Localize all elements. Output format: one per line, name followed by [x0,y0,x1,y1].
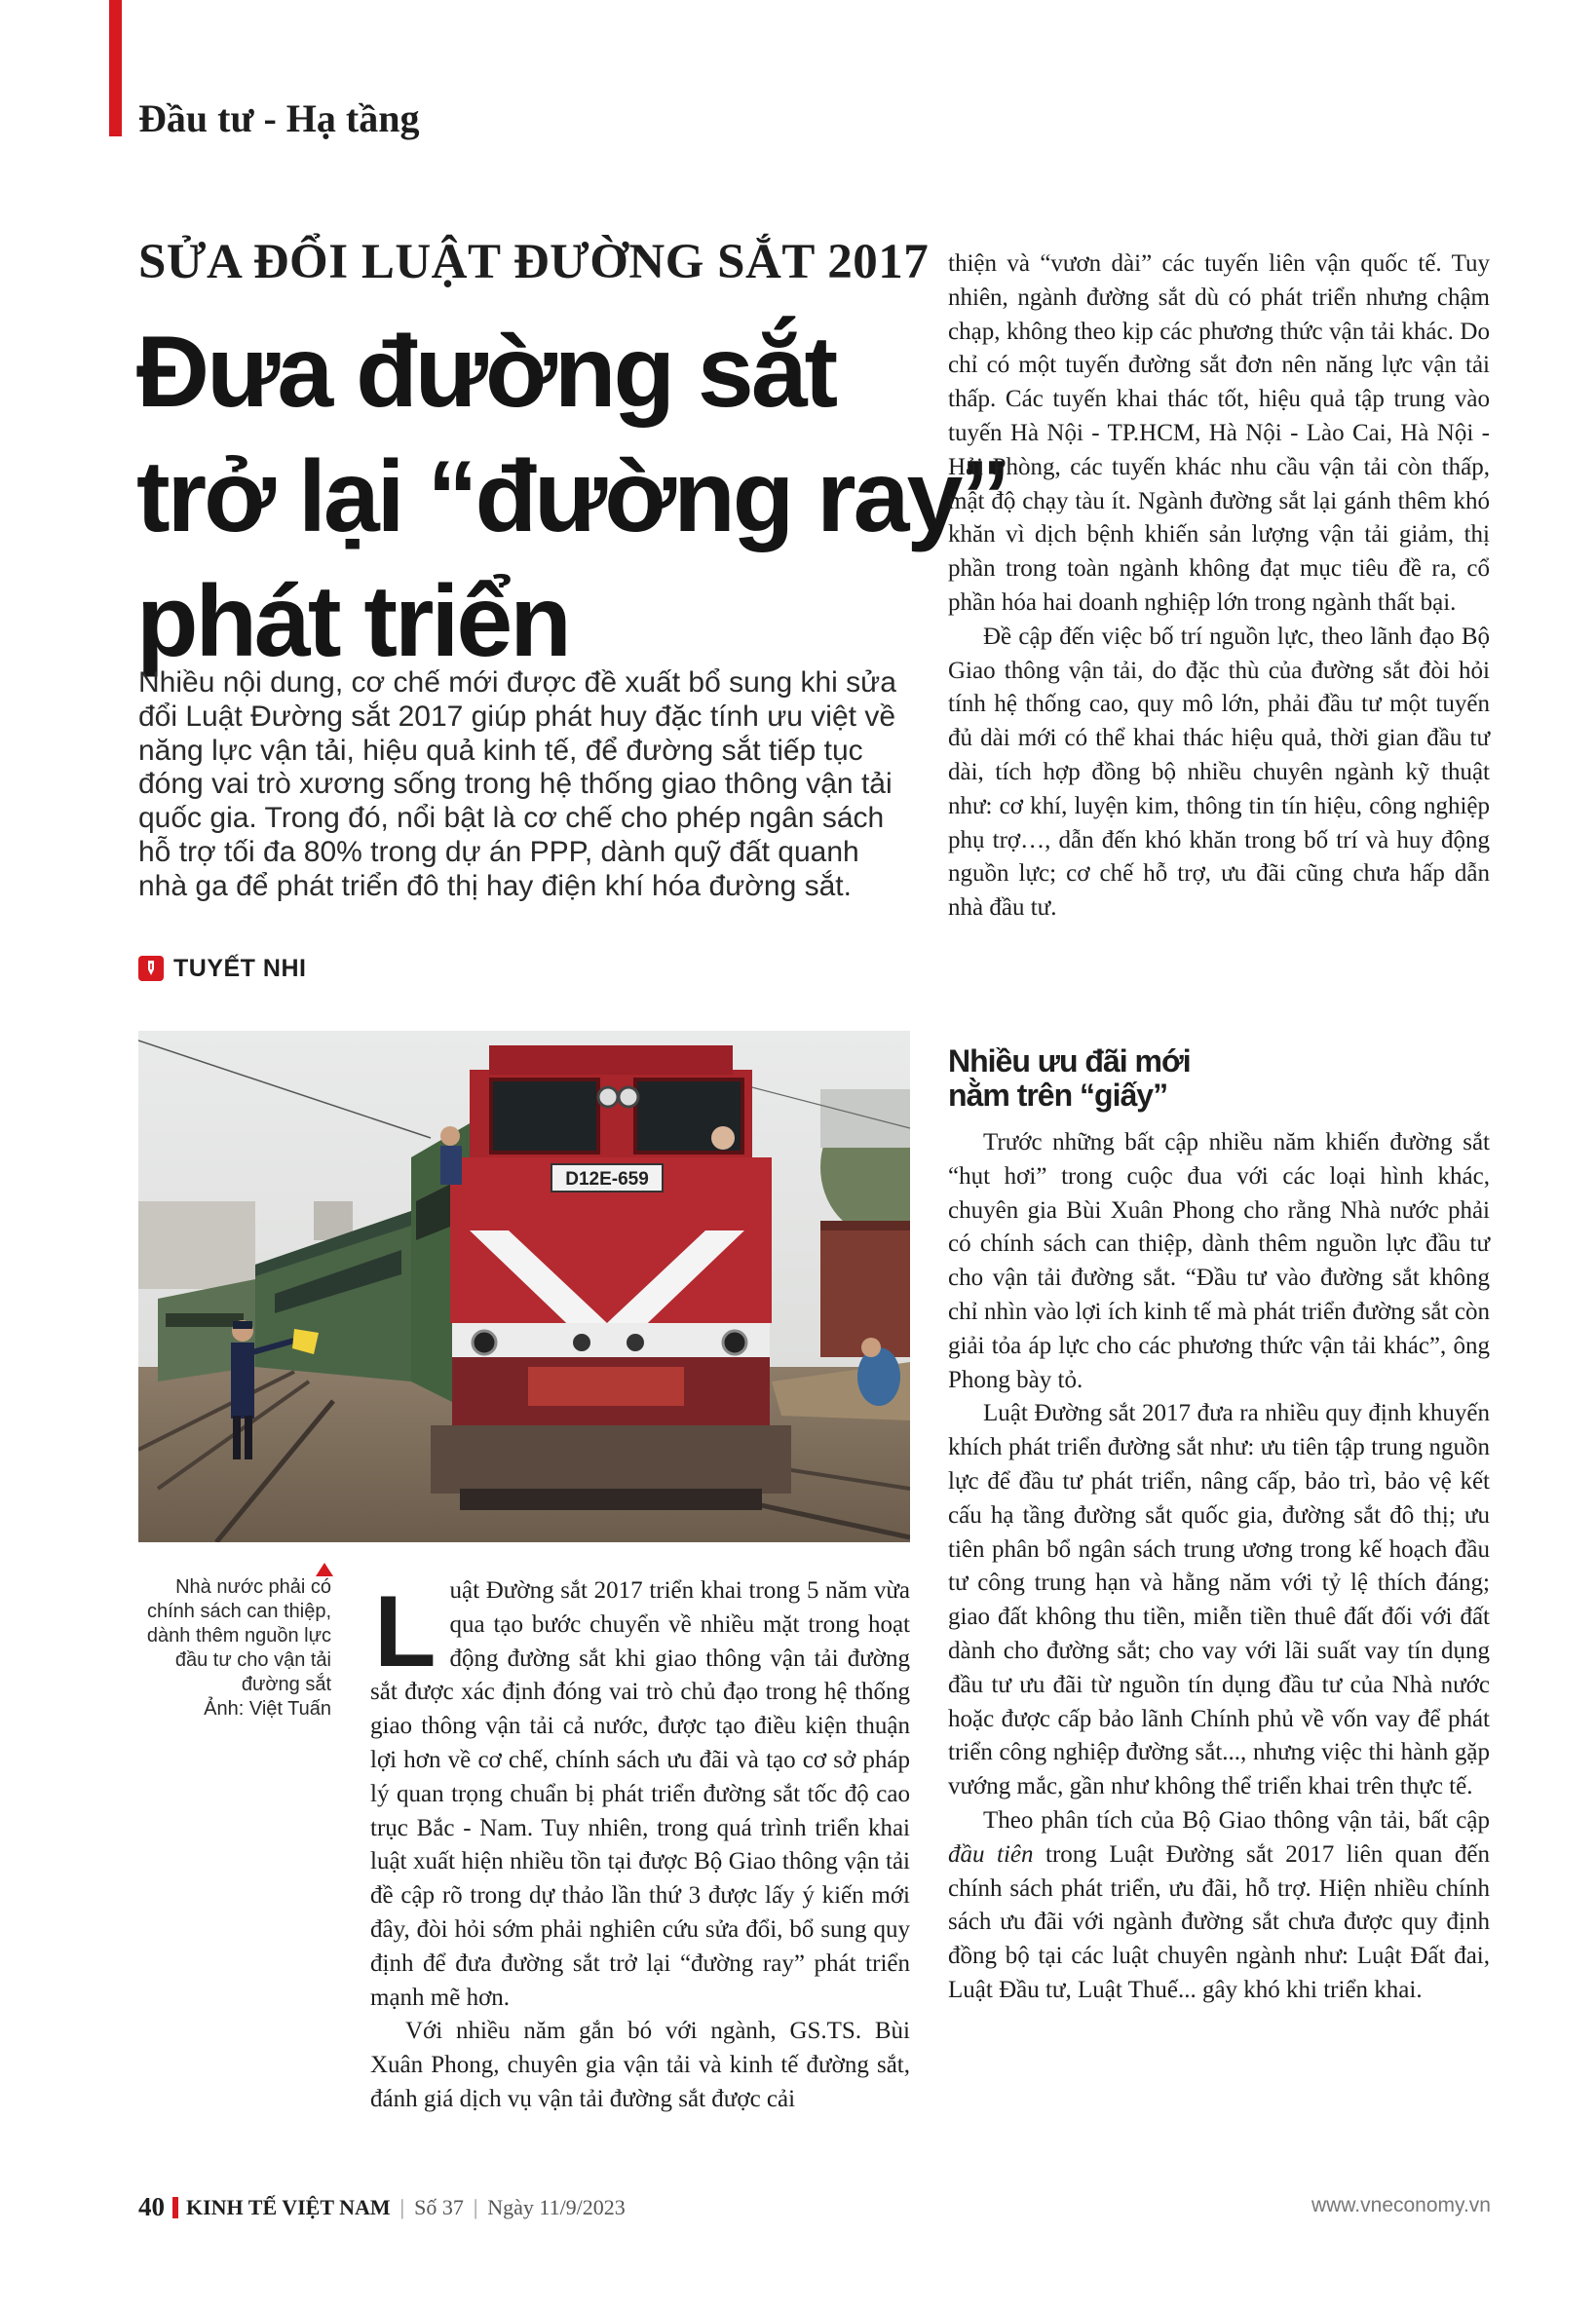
paragraph: Luật Đường sắt 2017 đưa ra nhiều quy định khuyến khích phát triển đường sắt như: ưu tiên tập trung nguồn lực để đầu tư phát triển, nâng cấp, bảo trì, bảo vệ kết cấu hạ tầng đường sắt quốc gia, đường sắt đô thị; ưu tiên phân bổ ngân sách trung ương trong kế hoạch đầu tư công trung hạn và hằng năm với tỷ lệ thích đáng; giao đất không thu tiền, miễn tiền thuê đất đối với đất dành cho đường sắt; cho vay với lãi suất vay tín dụng đầu tư ưu đãi từ nguồn tín dụng đầu tư của Nhà nước hoặc được cấp bảo lãnh Chính phủ về vốn vay để phát triển công nghiệp đường sắt..., nhưng việc thi hành gặp vướng mắc, gần như không thể triển khai trên thực tế. [948,1400,1490,1800]
title-line-2: trở lại “đường ray” [136,440,1008,553]
paragraph [948,1804,1490,2008]
section-subheading [948,1044,1490,1113]
right-column-body-bottom [948,1126,1490,2008]
title-line-3: phát triển [136,565,569,678]
dropcap-letter: L [374,1575,437,1688]
paragraph: thiện và “vươn dài” các tuyến liên vận quốc tế. Tuy nhiên, ngành đường sắt dù có phát triển nhưng chậm chạp, không theo kịp các phương thức vận tải khác. Do chỉ có một tuyến đường sắt đơn nên năng lực vận tải thấp. Các tuyến khai thác tốt, hiệu quả tập trung vào tuyến Hà Nội - TP.HCM, Hà Nội - Lào Cai, Hà Nội - Hải Phòng, các tuyến khác nhu cầu vận tải còn thấp, mật độ chạy tàu ít. Ngành đường sắt lại gánh thêm khó khăn vì dịch bệnh khiến sản lượng vận tải giảm, thị phần trong toàn ngành không đạt mục tiêu đề ra, cổ phần hóa hai doanh nghiệp lớn trong ngành thất bại. [948,250,1490,616]
caption-marker-triangle [316,1563,333,1576]
article-photo [138,1031,910,1542]
author-name: TUYẾT NHI [173,954,307,982]
magazine-name: KINH TẾ VIỆT NAM [186,2194,391,2219]
page-footer [138,2192,626,2222]
page-number: 40 [138,2192,165,2221]
emphasis-text: đầu tiên [948,1840,1034,1868]
left-column-body [370,1574,910,2117]
article-lead: Nhiều nội dung, cơ chế mới được đề xuất bổ sung khi sửa đổi Luật Đường sắt 2017 giúp phát huy đặc tính ưu việt về năng lực vận tải, hiệu quả kinh tế, để đường sắt tiếp tục đóng vai trò xương sống trong hệ thống giao thông vận tải quốc gia. Trong đó, nổi bật là cơ chế cho phép ngân sách hỗ trợ tối đa 80% trong dự án PPP, dành quỹ đất quanh nhà ga để phát triển đô thị hay điện khí hóa đường sắt. [138,666,896,902]
paragraph: Với nhiều năm gắn bó với ngành, GS.TS. Bùi Xuân Phong, chuyên gia vận tải và kinh tế đường sắt, đánh giá dịch vụ vận tải đường sắt được cải [370,2018,910,2112]
paragraph-intro [370,1574,910,2015]
section-marker-bar [109,0,122,136]
section-label: Đầu tư - Hạ tầng [138,96,420,140]
issue-date: Ngày 11/9/2023 [487,2194,626,2219]
website-link[interactable]: www.vneconomy.vn [1311,2194,1491,2216]
title-line-1: Đưa đường sắt [136,316,836,429]
issue-number: Số 37 [414,2194,464,2219]
article-title [136,310,1008,684]
locomotive-number: D12E-659 [565,1169,649,1190]
train-photo-illustration [138,1031,910,1542]
author-byline [138,953,306,984]
article-kicker: SỬA ĐỔI LUẬT ĐƯỜNG SẮT 2017 [138,235,930,289]
caption-text: Nhà nước phải có chính sách can thiệp, dành thêm nguồn lực đầu tư cho vận tải đường sắt [146,1576,331,1695]
right-column-body-top [948,247,1490,926]
footer-marker-bar [172,2197,178,2218]
paragraph: Đề cập đến việc bố trí nguồn lực, theo lãnh đạo Bộ Giao thông vận tải, do đặc thù của đường sắt đòi hỏi tính hệ thống cao, quy mô lớn, phải đầu tư một tuyến đủ dài mới có thể khai thác hiệu quả, thời gian đầu tư dài, tích hợp đồng bộ nhiều chuyên ngành kỹ thuật như: cơ khí, luyện kim, thông tin tín hiệu, công nghiệp phụ trợ…, dẫn đến khó khăn trong bố trí và huy động nguồn lực; cơ chế hỗ trợ, ưu đãi cũng chưa hấp dẫn nhà đầu tư. [948,623,1490,922]
paragraph: Trước những bất cập nhiều năm khiến đường sắt “hụt hơi” trong cuộc đua với các loại hình khác, chuyên gia Bùi Xuân Phong cho rằng Nhà nước phải có chính sách can thiệp, dành thêm nguồn lực đầu tư cho vận tải đường sắt. “Đầu tư vào đường sắt không chỉ nhìn vào lợi ích kinh tế mà phát triển đường sắt còn giải tỏa áp lực cho các phương thức vận tải khác”, ông Phong bày tỏ. [948,1129,1490,1393]
footer-separator: | [399,2194,405,2219]
subheading-line-2: nằm trên “giấy” [948,1078,1168,1113]
photo-credit: Ảnh: Việt Tuấn [204,1698,331,1720]
subheading-line-1: Nhiều ưu đãi mới [948,1043,1191,1079]
paragraph-text: Theo phân tích của Bộ Giao thông vận tải, bất cập [983,1806,1490,1834]
paragraph-text: trong Luật Đường sắt 2017 liên quan đến chính sách phát triển, ưu đãi, hỗ trợ. Hiện nhiều chính sách ưu đãi với ngành đường sắt chưa được quy định đồng bộ tại các luật chuyên ngành như: Luật Đất đai, Luật Đầu tư, Luật Thuế... gây khó khi triển khai. [948,1840,1490,2003]
footer-separator: | [473,2194,478,2219]
pen-icon [138,956,164,981]
paragraph-intro-text: uật Đường sắt 2017 triển khai trong 5 năm vừa qua tạo bước chuyển về nhiều mặt trong hoạt động đường sắt khi giao thông vận tải đường sắt được xác định đóng vai trò chủ đạo trong hệ thống giao thông vận tải cả nước, được tạo điều kiện thuận lợi hơn về cơ chế, chính sách ưu đãi và tạo cơ sở pháp lý quan trọng chuẩn bị phát triển đường sắt tốc độ cao trục Bắc - Nam. Tuy nhiên, trong quá trình triển khai luật xuất hiện nhiều tồn tại được Bộ Giao thông vận tải đề cập rõ trong dự thảo lần thứ 3 được lấy ý kiến mới đây, đòi hỏi sớm phải nghiên cứu sửa đổi, bổ sung quy định để đưa đường sắt trở lại “đường ray” phát triển mạnh mẽ hơn. [370,1577,910,2011]
photo-caption [136,1575,331,1722]
